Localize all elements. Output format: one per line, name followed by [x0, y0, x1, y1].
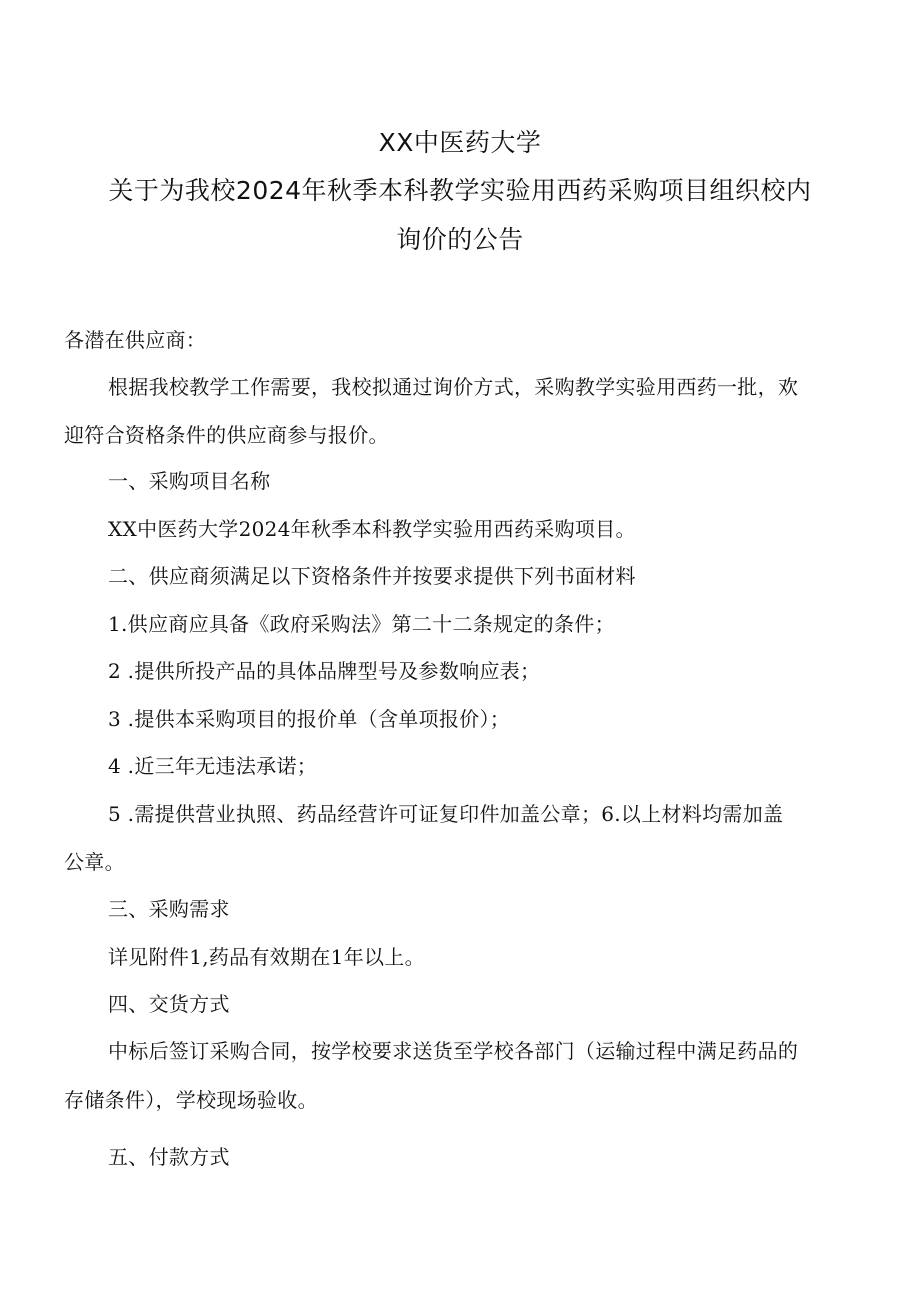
section-3-heading: 三、采购需求: [108, 897, 230, 921]
requirement-5-line-1: 5 .需提供营业执照、药品经营许可证复印件加盖公章；6.以上材料均需加盖: [108, 802, 784, 826]
requirement-2: 2 .提供所投产品的具体品牌型号及参数响应表；: [108, 659, 541, 683]
section-1-text: XX中医药大学2024年秋季本科教学实验用西药采购项目。: [108, 517, 636, 541]
section-1-heading: 一、采购项目名称: [108, 469, 271, 493]
requirement-5-line-2: 公章。: [64, 850, 125, 874]
requirement-1: 1.供应商应具备《政府采购法》第二十二条规定的条件；: [108, 612, 615, 636]
title-main-continued: 询价的公告: [396, 225, 524, 254]
section-3-text: 详见附件1,药品有效期在1年以上。: [108, 945, 425, 969]
title-main: 关于为我校2024年秋季本科教学实验用西药采购项目组织校内: [108, 176, 812, 205]
requirement-3: 3 .提供本采购项目的报价单（含单项报价）；: [108, 707, 511, 731]
section-5-heading: 五、付款方式: [108, 1145, 230, 1169]
section-4-heading: 四、交货方式: [108, 992, 230, 1016]
title-school-name: XX中医药大学: [378, 128, 542, 157]
intro-paragraph-line-2: 迎符合资格条件的供应商参与报价。: [64, 423, 389, 447]
section-2-heading: 二、供应商须满足以下资格条件并按要求提供下列书面材料: [108, 564, 636, 588]
intro-paragraph-line-1: 根据我校教学工作需要，我校拟通过询价方式，采购教学实验用西药一批，欢: [108, 375, 799, 399]
salutation: 各潜在供应商：: [64, 328, 207, 352]
section-4-text-line-2: 存储条件），学校现场验收。: [64, 1088, 318, 1112]
requirement-4: 4 .近三年无违法承诺；: [108, 754, 318, 778]
section-4-text-line-1: 中标后签订采购合同，按学校要求送货至学校各部门（运输过程中满足药品的: [108, 1039, 799, 1063]
